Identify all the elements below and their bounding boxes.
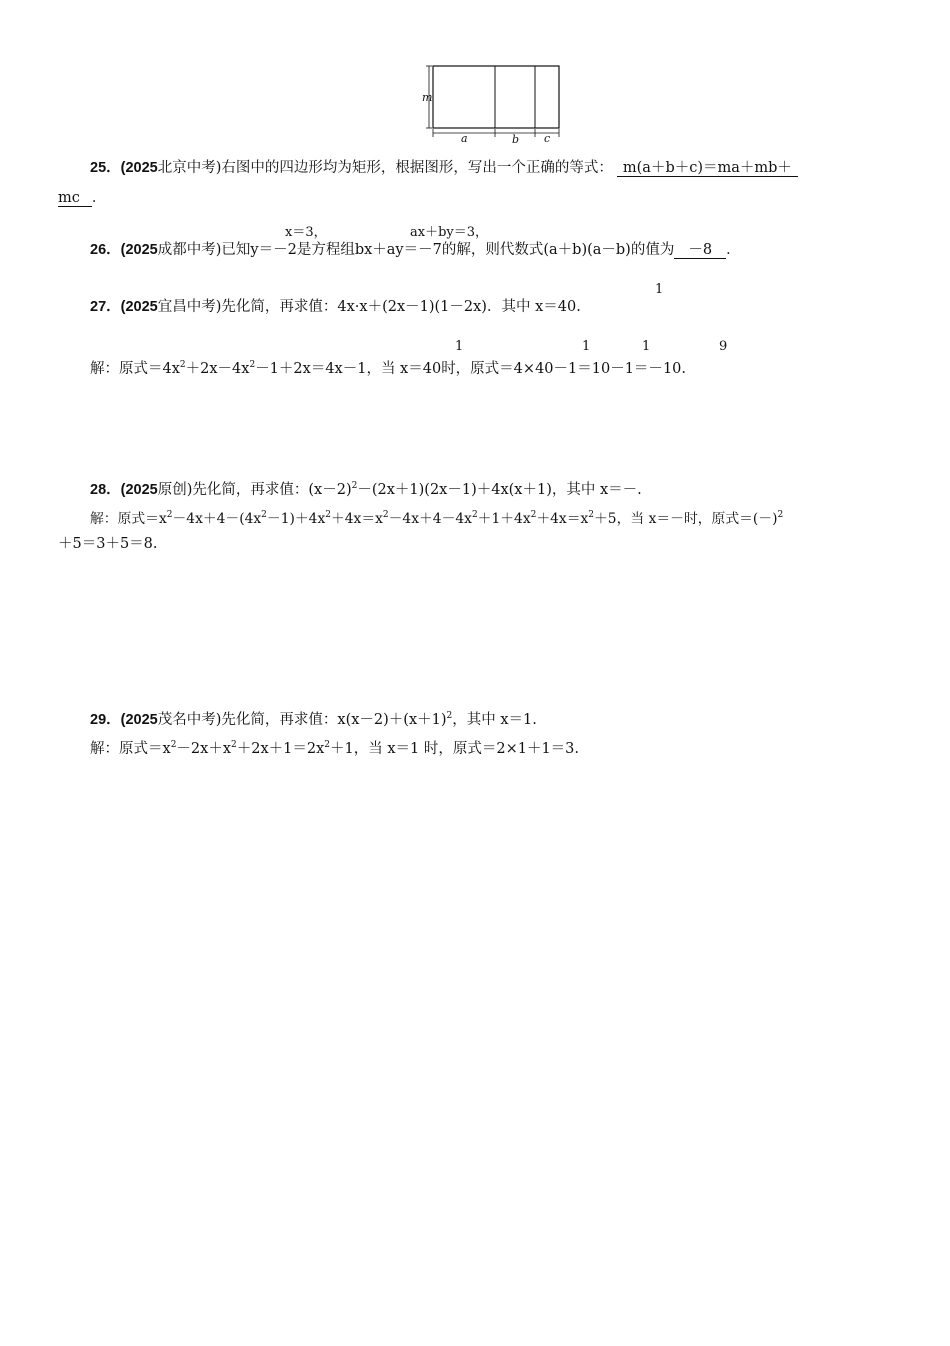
sq: 2 <box>231 740 237 750</box>
q29-number: 29． <box>90 712 121 728</box>
sq: 2 <box>351 481 358 491</box>
q26-mid: 是方程组 <box>296 242 355 258</box>
q27-sol-frac2-top: 1 <box>582 339 591 354</box>
q28-solution-label: 解： <box>90 511 118 527</box>
q27-sol-frac3-top: 1 <box>642 339 651 354</box>
q28-sol-b: －4x＋4－(4x <box>172 511 262 527</box>
q25-end: ． <box>91 190 107 206</box>
sq: 2 <box>446 711 453 721</box>
q27-frac-numerator: 1 <box>655 282 664 297</box>
q29-year: (2025 <box>120 712 158 728</box>
q28-text-b: －(2x＋1)(2x－1)＋4x(x＋1)，其中 x＝－. <box>357 482 642 498</box>
q25-text: 北京中考)右图中的四边形均为矩形，根据图形，写出一个正确的等式： <box>157 160 613 176</box>
q27-sol-frac4-top: 9 <box>719 339 728 354</box>
q26-number: 26． <box>90 242 121 258</box>
q27-sol-a: 原式＝4x <box>119 361 180 377</box>
q27-sol-c: －1＋2x＝4x－1，当 x＝ <box>255 361 423 377</box>
q27-line <box>90 297 581 317</box>
sq: 2 <box>588 510 595 520</box>
q29-line <box>90 706 537 730</box>
q26-line <box>90 240 741 260</box>
q27-year: (2025 <box>120 299 158 315</box>
q26-answer: －8 <box>674 242 726 259</box>
q25-answer-part2: mc <box>58 190 92 207</box>
q27-sol-i: －1＝－ <box>610 361 663 377</box>
q27-solution <box>90 355 686 379</box>
q27-sol-frac1-top: 1 <box>455 339 464 354</box>
q28-number: 28． <box>90 482 121 498</box>
q28-sol-e: －4x＋4－4x <box>388 511 472 527</box>
q29-sol-d: ＋1，当 x＝1 时，原式＝2×1＋1＝3. <box>330 741 580 757</box>
q28-text-a: 原创)先化简，再求值：(x－2) <box>157 482 352 498</box>
q25-line1 <box>90 158 798 178</box>
q29-solution-label: 解： <box>90 741 119 757</box>
q27-solution-label: 解： <box>90 361 119 377</box>
sq: 2 <box>261 510 267 520</box>
q29-sol-a: 原式＝x <box>119 741 171 757</box>
sq: 2 <box>471 510 478 520</box>
q28-sol-d: ＋4x＝x <box>330 511 383 527</box>
q27-sol-d: 40 <box>422 361 442 377</box>
q25-number: 25． <box>90 160 121 176</box>
label-c: c <box>544 132 551 145</box>
q27-sol-h: 10 <box>591 361 611 377</box>
q28-sol-h: ＋5，当 x＝－时，原式＝(－) <box>594 511 778 527</box>
q27-text: 宜昌中考)先化简，再求值：4x·x＋(2x－1)(1－2x)．其中 x＝ <box>157 299 558 315</box>
q25-answer-part1: m(a＋b＋c)＝ma＋mb＋ <box>617 160 798 177</box>
q27-sol-f: 40 <box>535 361 554 377</box>
q28-line <box>90 476 642 500</box>
q27-sol-b: ＋2x－4x <box>185 361 250 377</box>
q26-year: (2025 <box>120 242 158 258</box>
rectangle-figure <box>420 62 565 146</box>
q26-system2-bottom: bx＋ay＝－7 <box>354 242 442 258</box>
sq: 2 <box>325 510 331 520</box>
q27-frac-denominator: 40. <box>557 299 581 315</box>
q28-sol-a: 原式＝x <box>117 511 167 527</box>
q26-post: 的解，则代数式(a＋b)(a－b)的值为 <box>441 242 675 258</box>
q29-solution <box>90 735 579 759</box>
q25-line2 <box>58 188 106 208</box>
q26-pre: 成都中考)已知 <box>157 242 251 258</box>
q26-system1-top: x＝3， <box>285 225 327 240</box>
sq: 2 <box>249 360 256 370</box>
q26-system2-top: ax＋by＝3， <box>410 225 489 240</box>
q27-sol-g: －1＝ <box>553 361 592 377</box>
sq: 2 <box>382 510 389 520</box>
q28-solution-line2 <box>58 534 158 554</box>
q27-sol-j: 10. <box>662 361 686 377</box>
label-b: b <box>512 133 520 146</box>
sq: 2 <box>166 510 173 520</box>
sq: 2 <box>324 740 331 750</box>
label-a: a <box>461 132 468 145</box>
q29-text-a: 茂名中考)先化简，再求值：x(x－2)＋(x＋1) <box>157 712 447 728</box>
q27-sol-e: 时，原式＝4× <box>441 361 536 377</box>
q28-sol-f: ＋1＋4x <box>477 511 531 527</box>
q28-year: (2025 <box>120 482 158 498</box>
q29-sol-b: －2x＋x <box>176 741 232 757</box>
sq: 2 <box>170 740 177 750</box>
sq: 2 <box>530 510 537 520</box>
q26-end: ． <box>726 242 741 258</box>
q28-solution-line1 <box>90 505 783 529</box>
q29-sol-c: ＋2x＋1＝2x <box>236 741 325 757</box>
q28-sol-g: ＋4x＝x <box>536 511 589 527</box>
q28-sol-line2: ＋5＝3＋5＝8. <box>58 536 158 552</box>
sq: 2 <box>179 360 186 370</box>
q25-year: (2025 <box>120 160 158 176</box>
q27-number: 27． <box>90 299 121 315</box>
sq: 2 <box>777 510 784 520</box>
q29-text-b: ，其中 x＝1. <box>452 712 537 728</box>
label-m: m <box>422 91 433 104</box>
outer-rectangle <box>433 66 559 128</box>
q26-system1-bottom: y＝－2 <box>250 242 297 258</box>
q28-sol-c: －1)＋4x <box>266 511 326 527</box>
